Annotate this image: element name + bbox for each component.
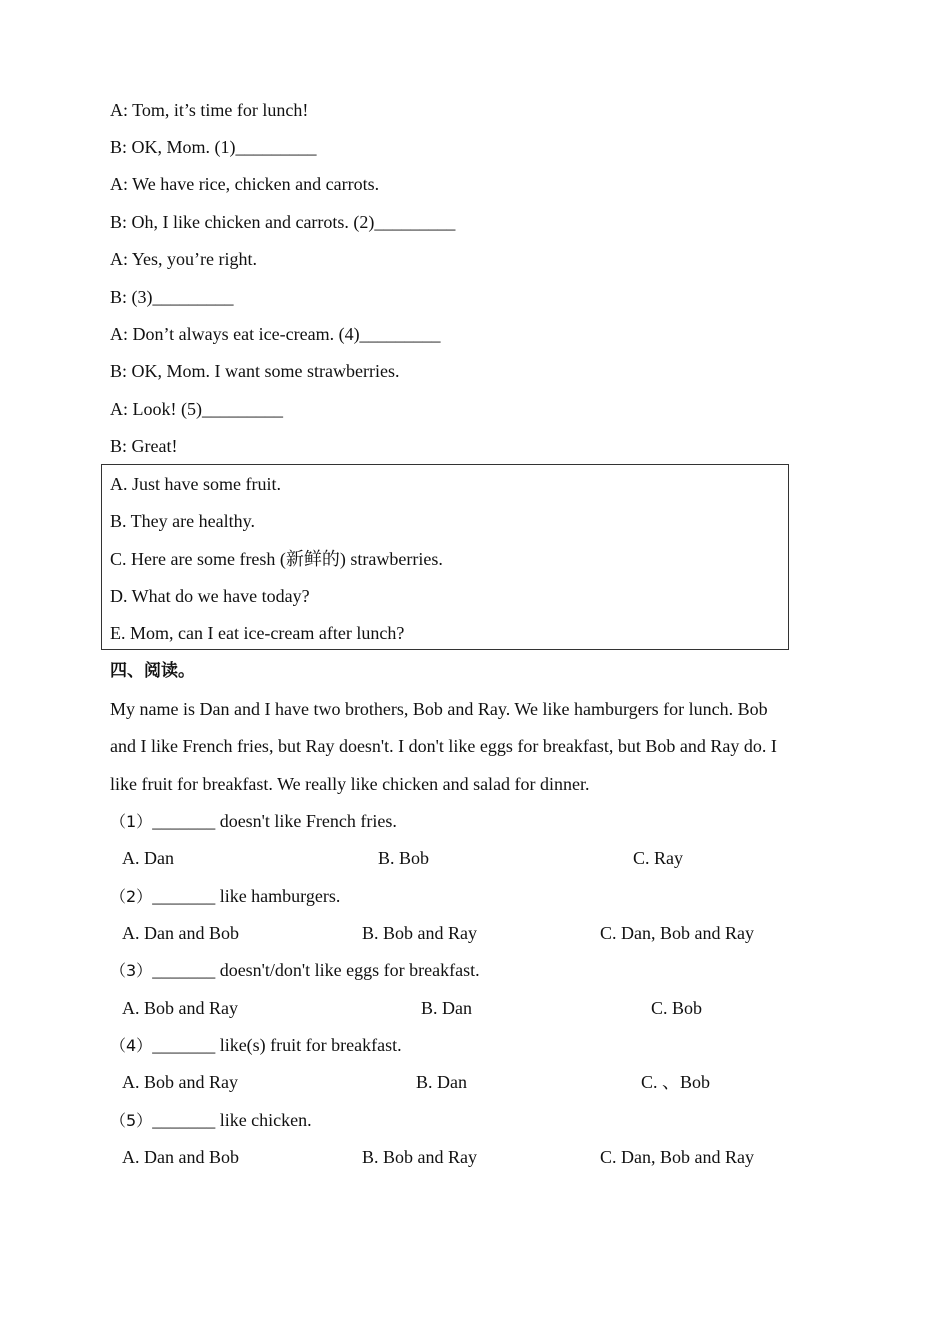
question-4-choice-c: C. 、Bob (641, 1072, 711, 1092)
question-1-choice-b: B. Bob (378, 848, 430, 868)
dialogue-line-3: A: We have rice, chicken and carrots. (110, 174, 380, 194)
option-a: A. Just have some fruit. (110, 474, 281, 494)
option-d: D. What do we have today? (110, 586, 310, 606)
question-5 (110, 1109, 312, 1132)
dialogue-line-9: A: Look! (5)_________ (110, 399, 283, 419)
question-1 (110, 810, 397, 833)
dialogue-line-7: A: Don’t always eat ice-cream. (4)_________ (110, 324, 441, 344)
question-3 (110, 959, 480, 982)
question-4-choice-a: A. Bob and Ray (122, 1072, 238, 1092)
dialogue-line-4: B: Oh, I like chicken and carrots. (2)_________ (110, 212, 456, 232)
question-1-number: （1） (110, 812, 153, 831)
option-c: C. Here are some fresh (新鲜的) strawberries. (110, 549, 443, 569)
question-2-number: （2） (110, 887, 153, 906)
question-3-choice-b: B. Dan (421, 998, 472, 1018)
dialogue-line-2: B: OK, Mom. (1)_________ (110, 137, 317, 157)
question-2-text: _______ like hamburgers. (152, 886, 341, 906)
dialogue-line-10: B: Great! (110, 436, 178, 456)
option-b: B. They are healthy. (110, 511, 255, 531)
question-4 (110, 1034, 402, 1057)
question-3-choice-a: A. Bob and Ray (122, 998, 238, 1018)
option-e: E. Mom, can I eat ice-cream after lunch? (110, 623, 405, 643)
passage-line-1: My name is Dan and I have two brothers, Bob and Ray. We like hamburgers for lunch. Bob (110, 699, 768, 719)
question-4-choice-b: B. Dan (416, 1072, 467, 1092)
passage-line-2: and I like French fries, but Ray doesn't. I don't like eggs for breakfast, but Bob and Ray do. I (110, 736, 777, 756)
reading-section-title: 四、阅读。 (110, 661, 195, 681)
passage-line-3: like fruit for breakfast. We really like chicken and salad for dinner. (110, 774, 590, 794)
question-1-text: _______ doesn't like French fries. (152, 811, 397, 831)
question-4-number: （4） (110, 1036, 153, 1055)
dialogue-line-6: B: (3)_________ (110, 287, 234, 307)
question-5-choice-c: C. Dan, Bob and Ray (600, 1147, 754, 1167)
question-2 (110, 885, 340, 908)
question-3-number: （3） (110, 961, 153, 980)
question-5-number: （5） (110, 1111, 153, 1130)
question-2-choice-a: A. Dan and Bob (122, 923, 239, 943)
question-5-text: _______ like chicken. (152, 1110, 312, 1130)
question-5-choice-b: B. Bob and Ray (362, 1147, 477, 1167)
dialogue-line-8: B: OK, Mom. I want some strawberries. (110, 361, 400, 381)
question-1-choice-a: A. Dan (122, 848, 174, 868)
dialogue-line-1: A: Tom, it’s time for lunch! (110, 100, 309, 120)
question-4-text: _______ like(s) fruit for breakfast. (152, 1035, 402, 1055)
question-1-choice-c: C. Ray (633, 848, 684, 868)
question-2-choice-c: C. Dan, Bob and Ray (600, 923, 754, 943)
question-3-text: _______ doesn't/don't like eggs for breakfast. (152, 960, 480, 980)
question-2-choice-b: B. Bob and Ray (362, 923, 477, 943)
question-5-choice-a: A. Dan and Bob (122, 1147, 239, 1167)
dialogue-line-5: A: Yes, you’re right. (110, 249, 257, 269)
question-3-choice-c: C. Bob (651, 998, 703, 1018)
